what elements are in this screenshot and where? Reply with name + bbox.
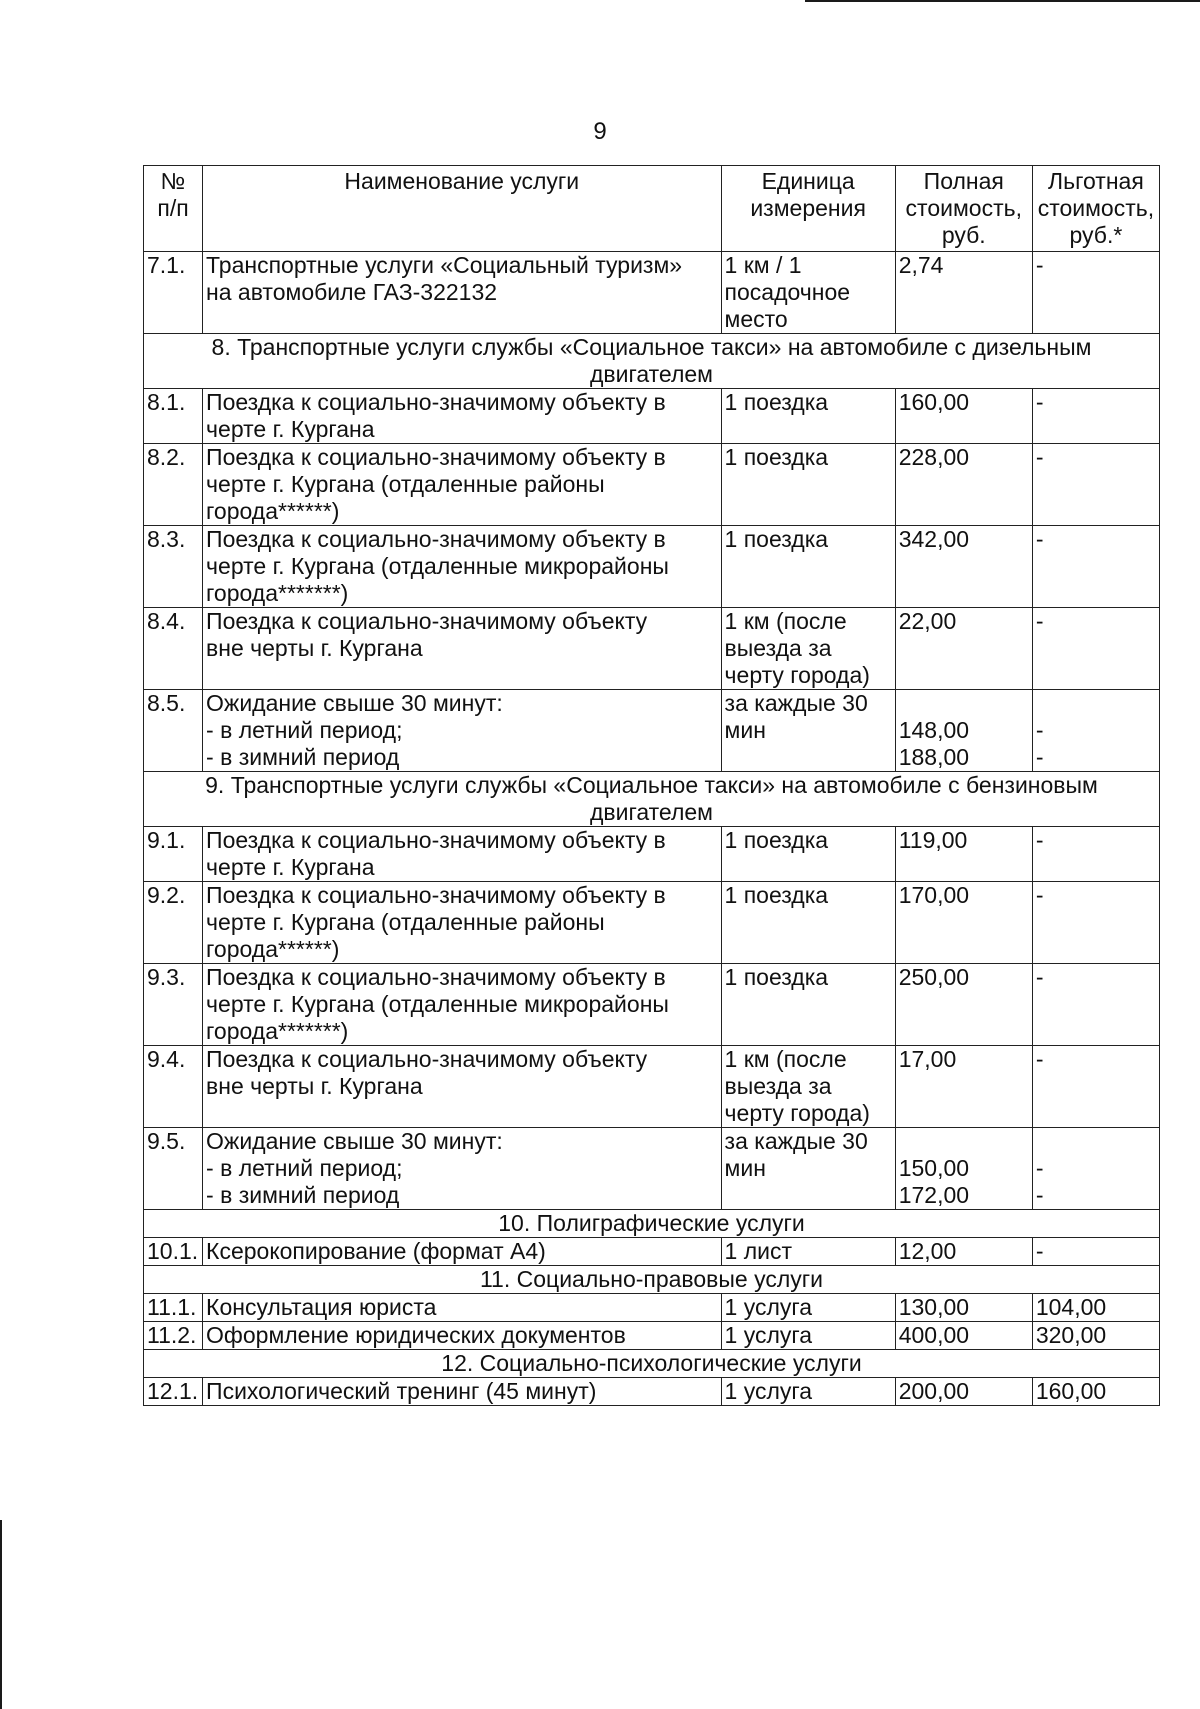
- header-row: [144, 166, 1160, 252]
- unit-of-measure: 1 поездка: [721, 444, 895, 526]
- discount-price: - -: [1032, 1128, 1159, 1210]
- service-name: Поездка к социально-значимому объекту в черте г. Кургана (отдаленные микрорайоны города*******): [203, 964, 722, 1046]
- table-row: [144, 252, 1160, 334]
- row-number: 10.1.: [144, 1238, 203, 1266]
- table-row: [144, 964, 1160, 1046]
- discount-price: -: [1032, 827, 1159, 882]
- full-price: 400,00: [895, 1322, 1032, 1350]
- row-number: 8.2.: [144, 444, 203, 526]
- unit-of-measure: 1 поездка: [721, 526, 895, 608]
- unit-of-measure: за каждые 30 мин: [721, 690, 895, 772]
- row-number: 7.1.: [144, 252, 203, 334]
- service-name: Ожидание свыше 30 минут: - в летний период; - в зимний период: [203, 690, 722, 772]
- full-price: 130,00: [895, 1294, 1032, 1322]
- section-row: [144, 1210, 1160, 1238]
- full-price: 342,00: [895, 526, 1032, 608]
- service-name: Ожидание свыше 30 минут: - в летний период; - в зимний период: [203, 1128, 722, 1210]
- row-number: 11.1.: [144, 1294, 203, 1322]
- full-price: 250,00: [895, 964, 1032, 1046]
- section-row: [144, 334, 1160, 389]
- service-name: Поездка к социально-значимому объекту в черте г. Кургана (отдаленные районы города******): [203, 882, 722, 964]
- discount-price: -: [1032, 526, 1159, 608]
- table-row: [144, 1046, 1160, 1128]
- section-row: [144, 772, 1160, 827]
- discount-price: -: [1032, 444, 1159, 526]
- discount-price: -: [1032, 1238, 1159, 1266]
- table-row: [144, 1322, 1160, 1350]
- discount-price: - -: [1032, 690, 1159, 772]
- table-row: [144, 882, 1160, 964]
- section-title: 8. Транспортные услуги службы «Социальное такси» на автомобиле с дизельным двигателем: [144, 334, 1160, 389]
- full-price: 228,00: [895, 444, 1032, 526]
- full-price: 160,00: [895, 389, 1032, 444]
- full-price: 17,00: [895, 1046, 1032, 1128]
- table-body: [144, 252, 1160, 1406]
- discount-price: -: [1032, 389, 1159, 444]
- table-row: [144, 690, 1160, 772]
- header-unit: Единица измерения: [721, 166, 895, 252]
- unit-of-measure: 1 услуга: [721, 1294, 895, 1322]
- table-row: [144, 1238, 1160, 1266]
- unit-of-measure: 1 км (после выезда за черту города): [721, 608, 895, 690]
- service-name: Поездка к социально-значимому объекту в черте г. Кургана: [203, 827, 722, 882]
- header-discount-price: Льготная стоимость, руб.*: [1032, 166, 1159, 252]
- service-name: Транспортные услуги «Социальный туризм» на автомобиле ГАЗ-322132: [203, 252, 722, 334]
- header-num: № п/п: [144, 166, 203, 252]
- service-name: Поездка к социально-значимому объекту вне черты г. Кургана: [203, 608, 722, 690]
- price-table: [143, 165, 1160, 1406]
- scan-edge-left: [0, 1520, 2, 1709]
- unit-of-measure: 1 услуга: [721, 1378, 895, 1406]
- full-price: 150,00 172,00: [895, 1128, 1032, 1210]
- service-name: Психологический тренинг (45 минут): [203, 1378, 722, 1406]
- row-number: 12.1.: [144, 1378, 203, 1406]
- table-row: [144, 389, 1160, 444]
- service-name: Консультация юриста: [203, 1294, 722, 1322]
- row-number: 8.5.: [144, 690, 203, 772]
- table-row: [144, 827, 1160, 882]
- table-row: [144, 444, 1160, 526]
- full-price: 12,00: [895, 1238, 1032, 1266]
- table-row: [144, 608, 1160, 690]
- section-row: [144, 1266, 1160, 1294]
- discount-price: -: [1032, 608, 1159, 690]
- full-price: 119,00: [895, 827, 1032, 882]
- unit-of-measure: 1 поездка: [721, 964, 895, 1046]
- table-row: [144, 1128, 1160, 1210]
- discount-price: 104,00: [1032, 1294, 1159, 1322]
- unit-of-measure: 1 км / 1 посадочное место: [721, 252, 895, 334]
- scan-edge-top: [805, 0, 1200, 2]
- service-name: Поездка к социально-значимому объекту в черте г. Кургана (отдаленные микрорайоны города*******): [203, 526, 722, 608]
- table-row: [144, 1294, 1160, 1322]
- row-number: 9.2.: [144, 882, 203, 964]
- header-full-price: Полная стоимость, руб.: [895, 166, 1032, 252]
- service-name: Ксерокопирование (формат А4): [203, 1238, 722, 1266]
- service-name: Поездка к социально-значимому объекту в черте г. Кургана (отдаленные районы города******): [203, 444, 722, 526]
- row-number: 9.5.: [144, 1128, 203, 1210]
- service-name: Поездка к социально-значимому объекту вне черты г. Кургана: [203, 1046, 722, 1128]
- unit-of-measure: за каждые 30 мин: [721, 1128, 895, 1210]
- full-price: 148,00 188,00: [895, 690, 1032, 772]
- full-price: 22,00: [895, 608, 1032, 690]
- full-price: 2,74: [895, 252, 1032, 334]
- unit-of-measure: 1 поездка: [721, 389, 895, 444]
- row-number: 9.1.: [144, 827, 203, 882]
- row-number: 11.2.: [144, 1322, 203, 1350]
- table-row: [144, 1378, 1160, 1406]
- table-header: [144, 166, 1160, 252]
- row-number: 9.3.: [144, 964, 203, 1046]
- section-title: 9. Транспортные услуги службы «Социальное такси» на автомобиле с бензиновым двигателем: [144, 772, 1160, 827]
- section-title: 11. Социально-правовые услуги: [144, 1266, 1160, 1294]
- unit-of-measure: 1 км (после выезда за черту города): [721, 1046, 895, 1128]
- section-title: 12. Социально-психологические услуги: [144, 1350, 1160, 1378]
- discount-price: -: [1032, 882, 1159, 964]
- discount-price: 160,00: [1032, 1378, 1159, 1406]
- row-number: 8.1.: [144, 389, 203, 444]
- page-number: 9: [593, 118, 607, 145]
- unit-of-measure: 1 лист: [721, 1238, 895, 1266]
- full-price: 200,00: [895, 1378, 1032, 1406]
- service-name: Поездка к социально-значимому объекту в черте г. Кургана: [203, 389, 722, 444]
- unit-of-measure: 1 поездка: [721, 882, 895, 964]
- discount-price: -: [1032, 252, 1159, 334]
- discount-price: 320,00: [1032, 1322, 1159, 1350]
- table-row: [144, 526, 1160, 608]
- row-number: 9.4.: [144, 1046, 203, 1128]
- discount-price: -: [1032, 964, 1159, 1046]
- service-name: Оформление юридических документов: [203, 1322, 722, 1350]
- full-price: 170,00: [895, 882, 1032, 964]
- unit-of-measure: 1 услуга: [721, 1322, 895, 1350]
- section-row: [144, 1350, 1160, 1378]
- discount-price: -: [1032, 1046, 1159, 1128]
- row-number: 8.3.: [144, 526, 203, 608]
- section-title: 10. Полиграфические услуги: [144, 1210, 1160, 1238]
- header-name: Наименование услуги: [203, 166, 722, 252]
- unit-of-measure: 1 поездка: [721, 827, 895, 882]
- row-number: 8.4.: [144, 608, 203, 690]
